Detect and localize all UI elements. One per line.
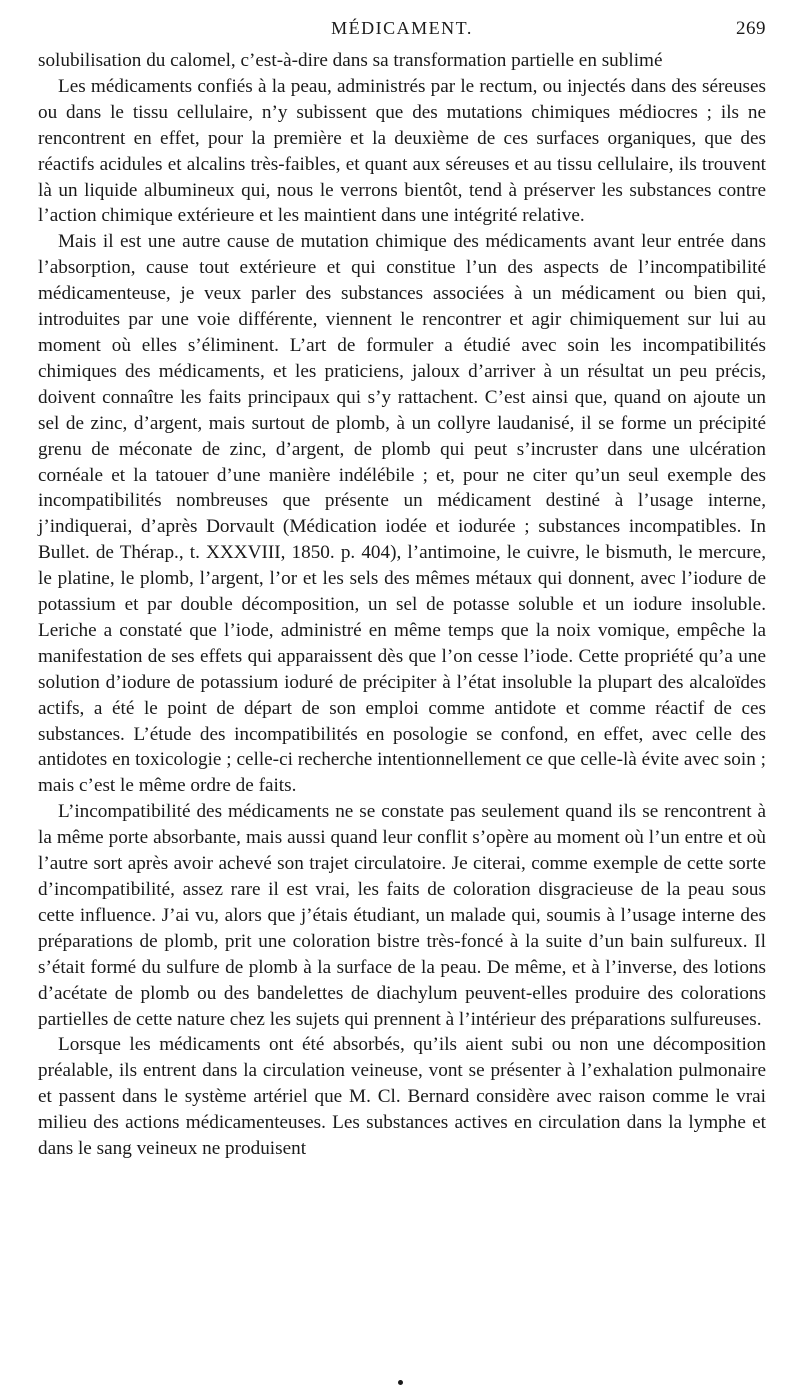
paragraph-continuation: solubilisation du calomel, c’est-à-dire dans sa transformation partielle en sublimé xyxy=(38,50,663,71)
paragraph: Mais il est une autre cause de mutation chimique des médicaments avant leur entrée dans l’absorption, cause tout extérieure et qui constitue l’un des aspects de l’incompatibilité médicamenteuse, je veux parler des substances associées à un médicament ou bien qui, introduites par une voie différente, viennent le rencontrer et agir chimiquement sur lui au moment où elles s’éliminent. L’art de formuler a étudié avec soin les incompatibilités chimiques des médicaments, et les praticiens, jaloux d’arriver à un résultat un peu précis, doivent connaître les faits principaux qui s’y rattachent. C’est ainsi que, quand on ajoute un sel de zinc, d’argent, mais surtout de plomb, à un collyre laudanisé, il se forme un précipité grenu de méconate de zinc, d’argent, de plomb qui peut s’incruster dans une ulcération cornéale et la tatouer d’une manière indélébile ; et, pour ne citer qu’un seul exemple des incompatibilités nombreuses que présente un médicament destiné à l’usage interne, j’indiquerai, d’après Dorvault (Médication iodée et iodurée ; substances incompatibles. In Bullet. de Thérap., t. XXXVIII, 1850. p. 404), l’antimoine, le cuivre, le bismuth, le mercure, le platine, le plomb, l’argent, l’or et les sels des mêmes métaux qui donnent, avec l’iodure de potassium et par double décomposition, un sel de potasse soluble et un iodure insoluble. Leriche a constaté que l’iode, administré en même temps que la noix vomique, empêche la manifestation de ses effets qui apparaissent dès que l’on cesse l’iode. Cette propriété qu’a une solution d’iodure de potassium ioduré de précipiter à l’état insoluble la plupart des alcaloïdes actifs, a été le point de départ de son emploi comme antidote et comme réactif de ces substances. L’étude des incompatibilités en posologie se confond, en effet, avec celle des antidotes en toxicologie ; celle-ci recherche intentionnellement ce que celle-là évite avec soin ; mais c’est le même ordre de faits. xyxy=(38,231,766,797)
running-head xyxy=(38,18,766,48)
page-number: 269 xyxy=(736,18,766,39)
footer-mark xyxy=(398,1380,403,1385)
paragraph: L’incompatibilité des médicaments ne se constate pas seulement quand ils se rencontrent à la même porte absorbante, mais aussi quand leur conflit s’opère au moment où l’un entre et où l’autre sort après avoir achevé son trajet circulatoire. Je citerai, comme exemple de cette sorte d’incompatibilité, assez rare il est vrai, les faits de coloration disgracieuse de la peau sous cette influence. J’ai vu, alors que j’étais étudiant, un malade qui, soumis à l’usage interne des préparations de plomb, prit une coloration bistre très-foncé à la suite d’un bain sulfureux. Il s’était formé du sulfure de plomb à la surface de la peau. De même, et à l’inverse, des lotions d’acétate de plomb ou des bandelettes de diachylum peuvent-elles produire des colorations partielles de cette nature chez les sujets qui prennent à l’intérieur des préparations sulfureuses. xyxy=(38,801,766,1030)
body-text xyxy=(38,48,766,1162)
running-title: MÉDICAMENT. xyxy=(331,18,473,38)
paragraph: Lorsque les médicaments ont été absorbés, qu’ils aient subi ou non une décomposition préalable, ils entrent dans la circulation veineuse, vont se présenter à l’exhalation pulmonaire et passent dans le système artériel que M. Cl. Bernard considère avec raison comme le vrai milieu des actions médicamenteuses. Les substances actives en circulation dans la lymphe et dans le sang veineux ne produisent xyxy=(38,1034,766,1160)
page xyxy=(38,18,766,1162)
paragraph: Les médicaments confiés à la peau, administrés par le rectum, ou injectés dans des séreuses ou dans le tissu cellulaire, n’y subissent que des mutations chimiques médiocres ; ils ne rencontrent en effet, pour la première et la deuxième de ces surfaces organiques, que des réactifs acidules et alcalins très-faibles, et quant aux séreuses et au tissu cellulaire, ils trouvent là un liquide albumineux qui, nous le verrons bientôt, tend à préserver les substances contre l’action chimique extérieure et les maintient dans une intégrité relative. xyxy=(38,75,766,227)
